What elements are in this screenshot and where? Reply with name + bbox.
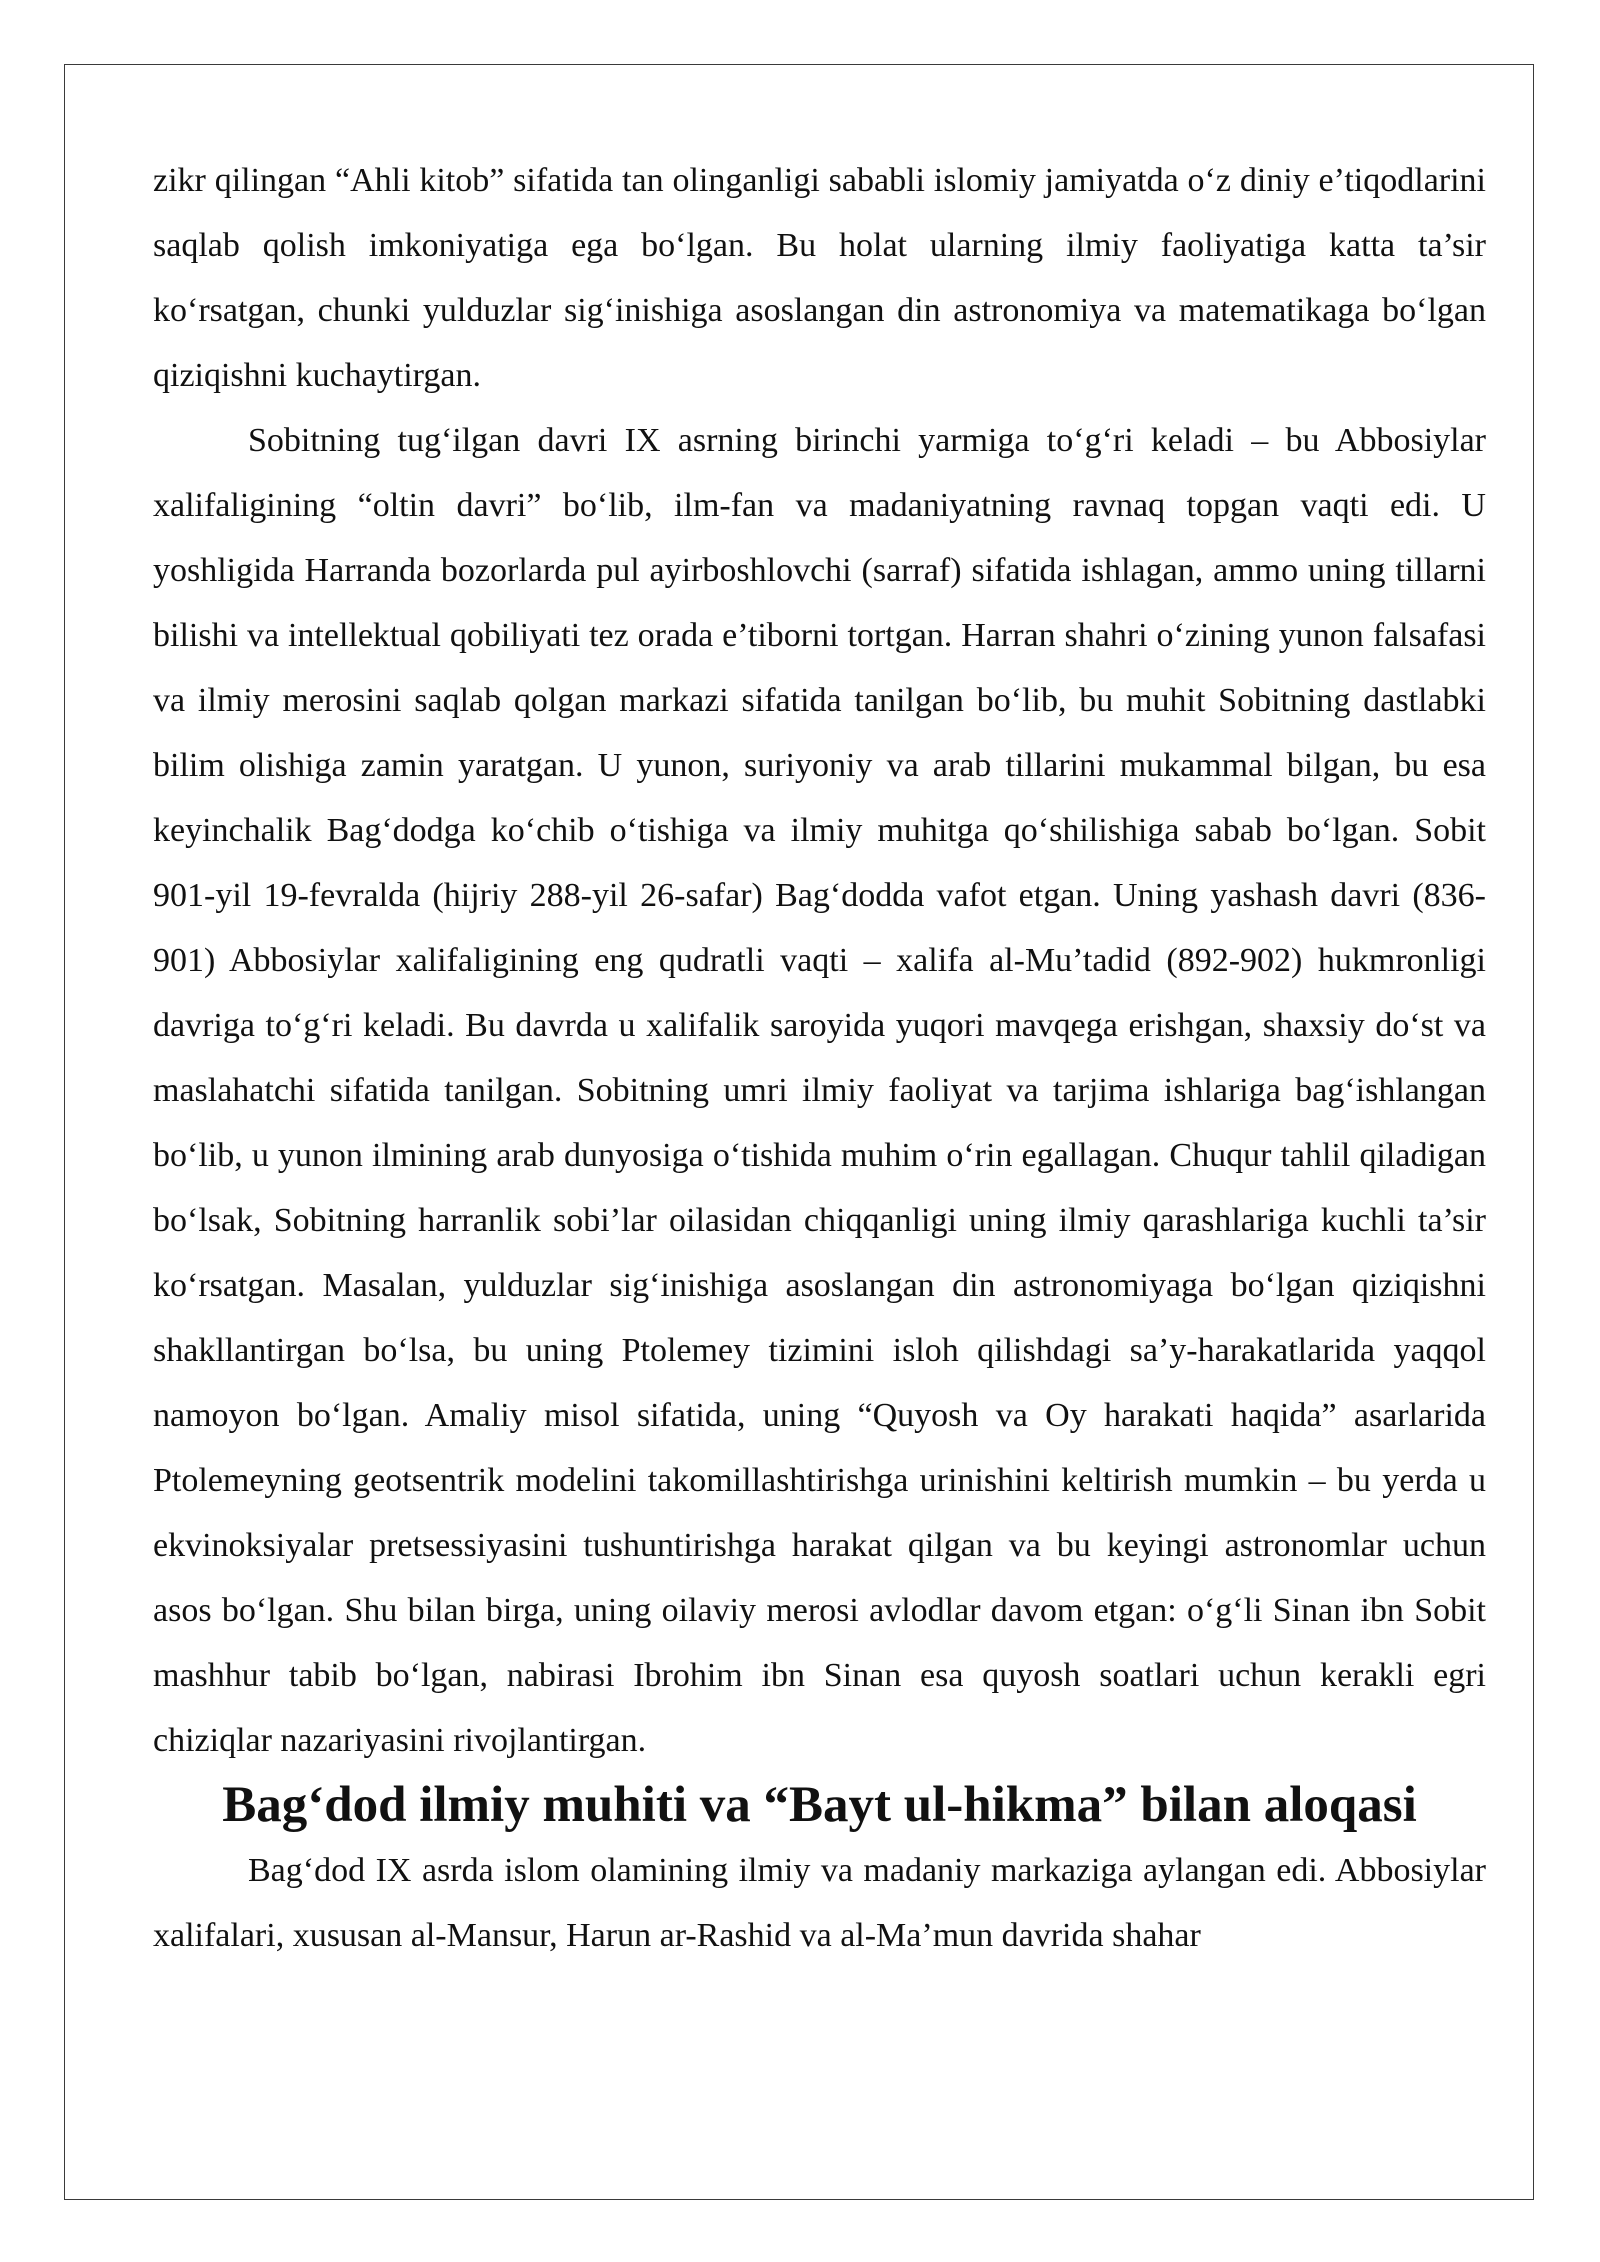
paragraph-sobit-biography: Sobitning tug‘ilgan davri IX asrning birinchi yarmiga to‘g‘ri keladi – bu Abbosiylar xalifaligining “oltin davri” bo‘lib, ilm-fan va madaniyatning ravnaq topgan vaqti edi. U yoshligida Harranda bozorlarda pul ayirboshlovchi (sarraf) sifatida ishlagan, ammo uning tillarni bilishi va intellektual qobiliyati tez orada e’tiborni tortgan. Harran shahri o‘zining yunon falsafasi va ilmiy merosini saqlab qolgan markazi sifatida tanilgan bo‘lib, bu muhit Sobitning dastlabki bilim olishiga zamin yaratgan. U yunon, suriyoniy va arab tillarini mukammal bilgan, bu esa keyinchalik Bag‘dodga ko‘chib o‘tishiga va ilmiy muhitga qo‘shilishiga sabab bo‘lgan. Sobit 901-yil 19-fevralda (hijriy 288-yil 26-safar) Bag‘dodda vafot etgan. Uning yashash davri (836-901) Abbosiylar xalifaligining eng qudratli vaqti – xalifa al-Mu’tadid (892-902) hukmronligi davriga to‘g‘ri keladi. Bu davrda u xalifalik saroyida yuqori mavqega erishgan, shaxsiy do‘st va maslahatchi sifatida tanilgan. Sobitning umri ilmiy faoliyat va tarjima ishlariga bag‘ishlangan bo‘lib, u yunon ilmining arab dunyosiga o‘tishida muhim o‘rin egallagan. Chuqur tahlil qiladigan bo‘lsak, Sobitning harranlik sobi’lar oilasidan chiqqanligi uning ilmiy qarashlariga kuchli ta’sir ko‘rsatgan. Masalan, yulduzlar sig‘inishiga asoslangan din astronomiyaga bo‘lgan qiziqishni shakllantirgan bo‘lsa, bu uning Ptolemey tizimini isloh qilishdagi sa’y-harakatlarida yaqqol namoyon bo‘lgan. Amaliy misol sifatida, uning “Quyosh va Oy harakati haqida” asarlarida Ptolemeyning geotsentrik modelini takomillashtirishga urinishini keltirish mumkin – bu yerda u ekvinoksiyalar pretsessiyasini tushuntirishga harakat qilgan va bu keyingi astronomlar uchun asos bo‘lgan. Shu bilan birga, uning oilaviy merosi avlodlar davom etgan: o‘g‘li Sinan ibn Sobit mashhur tabib bo‘lgan, nabirasi Ibrohim ibn Sinan esa quyosh soatlari uchun kerakli egri chiziqlar nazariyasini rivojlantirgan. bbox=[153, 422, 1486, 1759]
paragraph-continuation: zikr qilingan “Ahli kitob” sifatida tan olinganligi sababli islomiy jamiyatda o‘z diniy e’tiqodlarini saqlab qolish imkoniyatiga ega bo‘lgan. Bu holat ularning ilmiy faoliyatiga katta ta’sir ko‘rsatgan, chunki yulduzlar sig‘inishiga asoslangan din astronomiya va matematikaga bo‘lgan qiziqishni kuchaytirgan. bbox=[153, 162, 1486, 394]
section-heading: Bag‘dod ilmiy muhiti va “Bayt ul-hikma” bilan aloqasi bbox=[222, 1777, 1417, 1833]
document-body bbox=[153, 148, 1486, 1968]
paragraph-baghdad: Bag‘dod IX asrda islom olamining ilmiy va madaniy markaziga aylangan edi. Abbosiylar xalifalari, xususan al-Mansur, Harun ar-Rashid va al-Ma’mun davrida shahar bbox=[153, 1852, 1486, 1954]
